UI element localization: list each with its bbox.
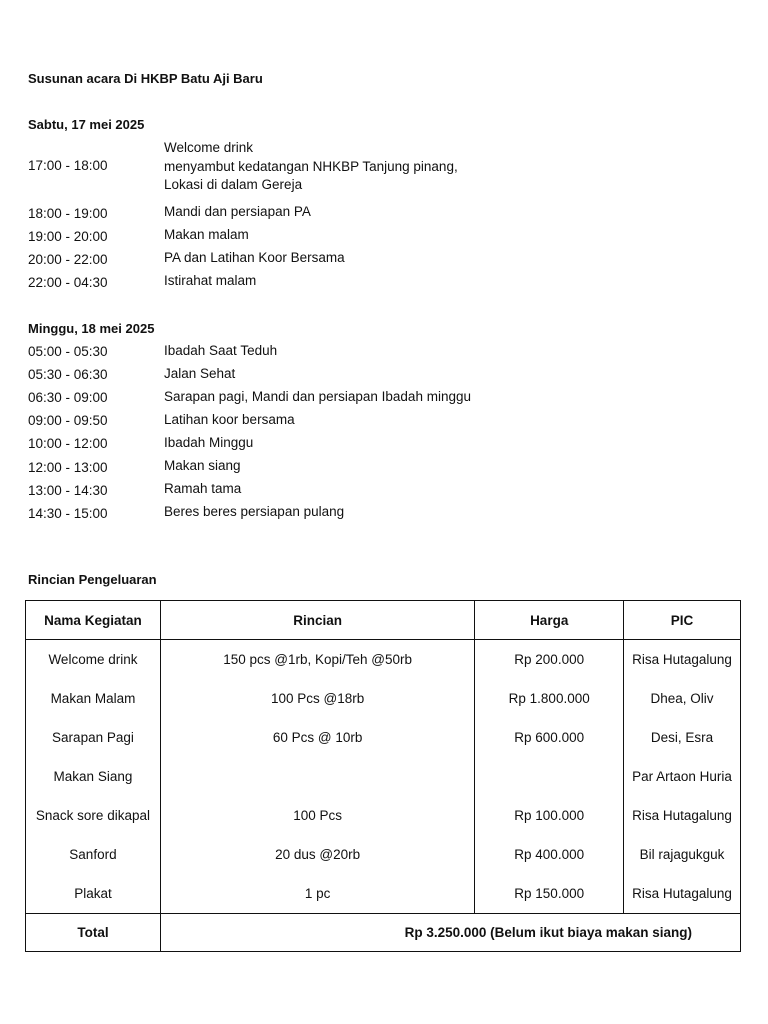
header-rincian: Rincian xyxy=(160,601,474,640)
cell-pic: Risa Hutagalung xyxy=(624,796,741,835)
cell-kegiatan: Sanford xyxy=(26,835,161,874)
table-row xyxy=(26,796,741,835)
table-row xyxy=(26,757,741,796)
schedule-activity: Makan malam xyxy=(164,227,249,242)
schedule-time: 17:00 - 18:00 xyxy=(28,158,108,173)
schedule-time: 10:00 - 12:00 xyxy=(28,436,108,451)
total-value: Rp 3.250.000 (Belum ikut biaya makan siang) xyxy=(160,914,740,952)
cell-kegiatan: Sarapan Pagi xyxy=(26,718,161,757)
cell-pic: Dhea, Oliv xyxy=(624,679,741,718)
activity-line: Welcome drink xyxy=(164,140,254,155)
schedule-activity: Jalan Sehat xyxy=(164,366,236,381)
schedule-time: 18:00 - 19:00 xyxy=(28,206,108,221)
schedule-activity: Istirahat malam xyxy=(164,273,257,288)
header-nama-kegiatan: Nama Kegiatan xyxy=(26,601,161,640)
cell-kegiatan: Plakat xyxy=(26,874,161,914)
cell-rincian: 20 dus @20rb xyxy=(160,835,474,874)
schedule-activity: Beres beres persiapan pulang xyxy=(164,504,345,519)
cell-rincian: 60 Pcs @ 10rb xyxy=(160,718,474,757)
table-row xyxy=(26,835,741,874)
cell-kegiatan: Snack sore dikapal xyxy=(26,796,161,835)
day-heading-sunday: Minggu, 18 mei 2025 xyxy=(28,321,155,336)
cell-kegiatan: Makan Siang xyxy=(26,757,161,796)
schedule-time: 20:00 - 22:00 xyxy=(28,252,108,267)
cell-harga: Rp 150.000 xyxy=(475,874,624,914)
cell-harga: Rp 1.800.000 xyxy=(475,679,624,718)
cell-rincian: 100 Pcs xyxy=(160,796,474,835)
schedule-time: 13:00 - 14:30 xyxy=(28,483,108,498)
table-row xyxy=(26,874,741,914)
table-row xyxy=(26,640,741,680)
schedule-activity: Ibadah Saat Teduh xyxy=(164,343,278,358)
expenses-table xyxy=(25,600,741,952)
cell-rincian: 100 Pcs @18rb xyxy=(160,679,474,718)
schedule-time: 09:00 - 09:50 xyxy=(28,413,108,428)
cell-harga: Rp 400.000 xyxy=(475,835,624,874)
schedule-time: 19:00 - 20:00 xyxy=(28,229,108,244)
schedule-activity: PA dan Latihan Koor Bersama xyxy=(164,250,345,265)
schedule-time: 05:00 - 05:30 xyxy=(28,344,108,359)
cell-pic: Par Artaon Huria xyxy=(624,757,741,796)
cell-pic: Bil rajagukguk xyxy=(624,835,741,874)
schedule-activity: Mandi dan persiapan PA xyxy=(164,204,311,219)
cell-rincian xyxy=(160,757,474,796)
cell-harga xyxy=(475,757,624,796)
expenses-section-title: Rincian Pengeluaran xyxy=(28,572,157,587)
table-row xyxy=(26,679,741,718)
schedule-activity: Sarapan pagi, Mandi dan persiapan Ibadah minggu xyxy=(164,389,471,404)
activity-line: Lokasi di dalam Gereja xyxy=(164,177,303,192)
schedule-time: 05:30 - 06:30 xyxy=(28,367,108,382)
header-pic: PIC xyxy=(624,601,741,640)
cell-pic: Desi, Esra xyxy=(624,718,741,757)
document-title: Susunan acara Di HKBP Batu Aji Baru xyxy=(28,71,263,86)
header-harga: Harga xyxy=(475,601,624,640)
schedule-time: 22:00 - 04:30 xyxy=(28,275,108,290)
cell-harga: Rp 600.000 xyxy=(475,718,624,757)
schedule-activity: Latihan koor bersama xyxy=(164,412,295,427)
cell-pic: Risa Hutagalung xyxy=(624,640,741,680)
table-row xyxy=(26,718,741,757)
schedule-time: 06:30 - 09:00 xyxy=(28,390,108,405)
cell-harga: Rp 100.000 xyxy=(475,796,624,835)
schedule-activity: Ramah tama xyxy=(164,481,242,496)
cell-harga: Rp 200.000 xyxy=(475,640,624,680)
schedule-time: 12:00 - 13:00 xyxy=(28,460,108,475)
day-heading-saturday: Sabtu, 17 mei 2025 xyxy=(28,117,145,132)
cell-kegiatan: Makan Malam xyxy=(26,679,161,718)
schedule-time: 14:30 - 15:00 xyxy=(28,506,108,521)
cell-pic: Risa Hutagalung xyxy=(624,874,741,914)
schedule-activity: Ibadah Minggu xyxy=(164,435,254,450)
schedule-activity xyxy=(164,139,458,195)
cell-rincian: 1 pc xyxy=(160,874,474,914)
total-label: Total xyxy=(26,914,161,952)
table-header-row xyxy=(26,601,741,640)
activity-line: menyambut kedatangan NHKBP Tanjung pinang, xyxy=(164,158,458,174)
cell-kegiatan: Welcome drink xyxy=(26,640,161,680)
schedule-activity: Makan siang xyxy=(164,458,241,473)
cell-rincian: 150 pcs @1rb, Kopi/Teh @50rb xyxy=(160,640,474,680)
table-total-row xyxy=(26,914,741,952)
